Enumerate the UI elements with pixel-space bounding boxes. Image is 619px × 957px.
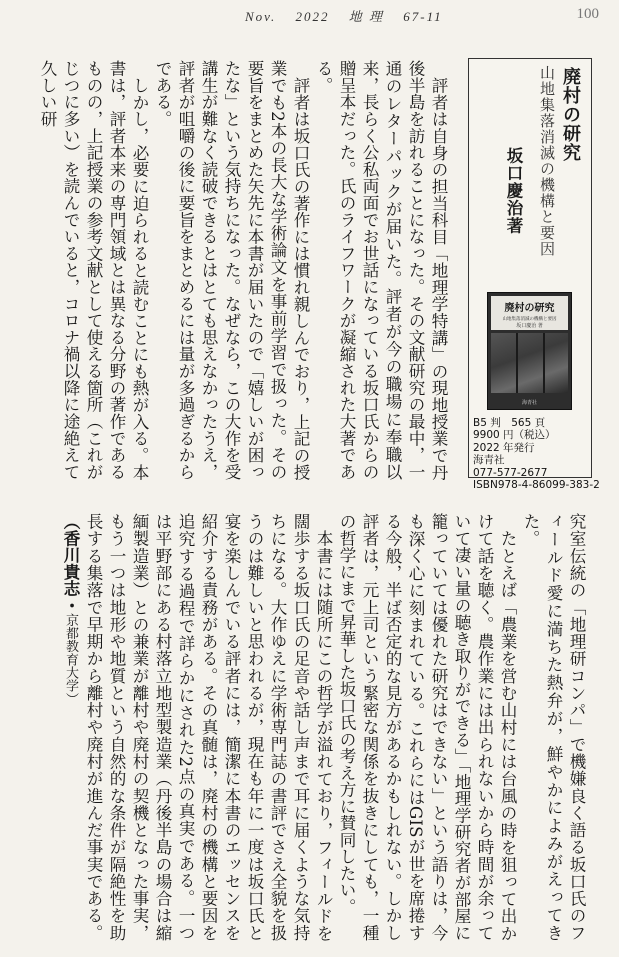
cover-title: 廃村の研究 — [504, 303, 555, 314]
paragraph: たとえば「農業を営む山村には台風の時を狙って出かけて話を聴く。農作業には出られないから時間が余っていて凄い量の聴き取りができる」「地理学研究者が部屋に籠っていては優れた研究はできない」という語りは，今も深く心に刻まれている。これらにはGISが世を席捲する今般，半ば否定的な見方があるかもしれない。しかし評者は，元上司という緊密な関係を抜きにしても，一種の哲学にまで昇華した坂口氏の考え方に賛同したい。 — [337, 513, 517, 941]
book-year: 2022 年発行 — [473, 441, 535, 454]
book-title: 廃村の研究 — [560, 67, 581, 162]
paragraph — [59, 513, 335, 941]
header-year: 2022 — [295, 9, 330, 24]
cover-author: 坂口慶治 著 — [516, 323, 543, 329]
review-text-top — [18, 60, 450, 480]
book-phone: 077-577-2677 — [473, 466, 548, 479]
cover-publisher: 海青社 — [521, 400, 537, 406]
reviewer-affiliation: 京都教育大学） — [63, 613, 78, 706]
header-volume: 67-11 — [403, 9, 443, 24]
cover-subtitle: 山地集落消滅の機構と要因 — [502, 317, 557, 322]
page-number: 100 — [576, 6, 599, 22]
paragraph: 究室伝統の「地理研コンパ」で機嫌良く語る坂口氏のフィールド愛に満ちた熱弁が，鮮やかによみがえってきた。 — [521, 513, 586, 941]
paragraph: 評者は坂口氏の著作には慣れ親しんでおり，上記の授業でも2本の長大な学術論文を事前学習で扱った。その要旨をまとめた矢先に本書が届いたので「嬉しいが困ったな」という気持ちになった。なぜなら，この大作を受講生が難なく読破できるとはとても思えなかったうえ，評者が咀嚼の後に要旨をまとめるには量が多過ぎるからである。 — [153, 60, 310, 480]
book-details — [473, 417, 600, 492]
book-author: 坂口慶治著 — [504, 147, 523, 235]
paragraph: 評者は自身の担当科目「地理学特講」の現地授業で丹後半島を訪れることになった。その文献研究の最中，一通のレターパックが届いた。評者が今の職場に奉職以来，長らく公私両面でお世話になっている坂口氏からの贈呈本だった。氏のライフワークが凝縮された大著である。 — [314, 60, 448, 480]
book-subtitle: 山地集落消滅の機構と要因 — [538, 65, 556, 257]
header-journal: 地 理 — [348, 9, 384, 24]
paragraph: しかし，必要に迫られると読むことにも熱が入る。本書は，評者本来の専門領域とは異なる分野の著作であるものの，上記授業の参考文献として使える箇所（これがじつに多い）を読んでいると，コロナ禍以降に途絶えて久しい研 — [38, 60, 149, 480]
book-info-box — [468, 58, 600, 492]
paragraph-text: 本書には随所にこの哲学が溢れており，フィールドを闊歩する坂口氏の足音や話し声まで耳に届くような気持ちになる。大作ゆえに学術専門誌の書評でさえ全貌を扱うのは難しいと思われるが，現在も年に一度は坂口氏と宴を楽しんでいる評者には，簡潔に本書のエッセンスを紹介する責務がある。その真髄は，廃村の機構と要因を追究する過程で詳らかにされた2点の真実である。一つは平野部にある村落立地型製造業（丹後半島の場合は縮緬製造業）との兼業が離村や廃村の契機となった事実，もう一つは地形や地質という自然的な条件が隔絶性を助長する集落で早期から離村や廃村が進んだ事実である。 — [84, 513, 333, 941]
header-month: Nov. — [245, 9, 277, 24]
book-price: 9900 円（税込） — [473, 429, 556, 442]
book-format: B5 判 565 頁 — [473, 417, 546, 429]
review-text-bottom — [18, 513, 588, 941]
book-isbn: ISBN978-4-86099-383-2 — [473, 479, 600, 492]
book-cover-image — [487, 292, 572, 410]
cover-photo — [491, 333, 568, 393]
book-publisher: 海青社 — [473, 454, 505, 467]
reviewer-signature: （香川貴志・ — [61, 513, 80, 614]
running-header — [245, 6, 457, 30]
